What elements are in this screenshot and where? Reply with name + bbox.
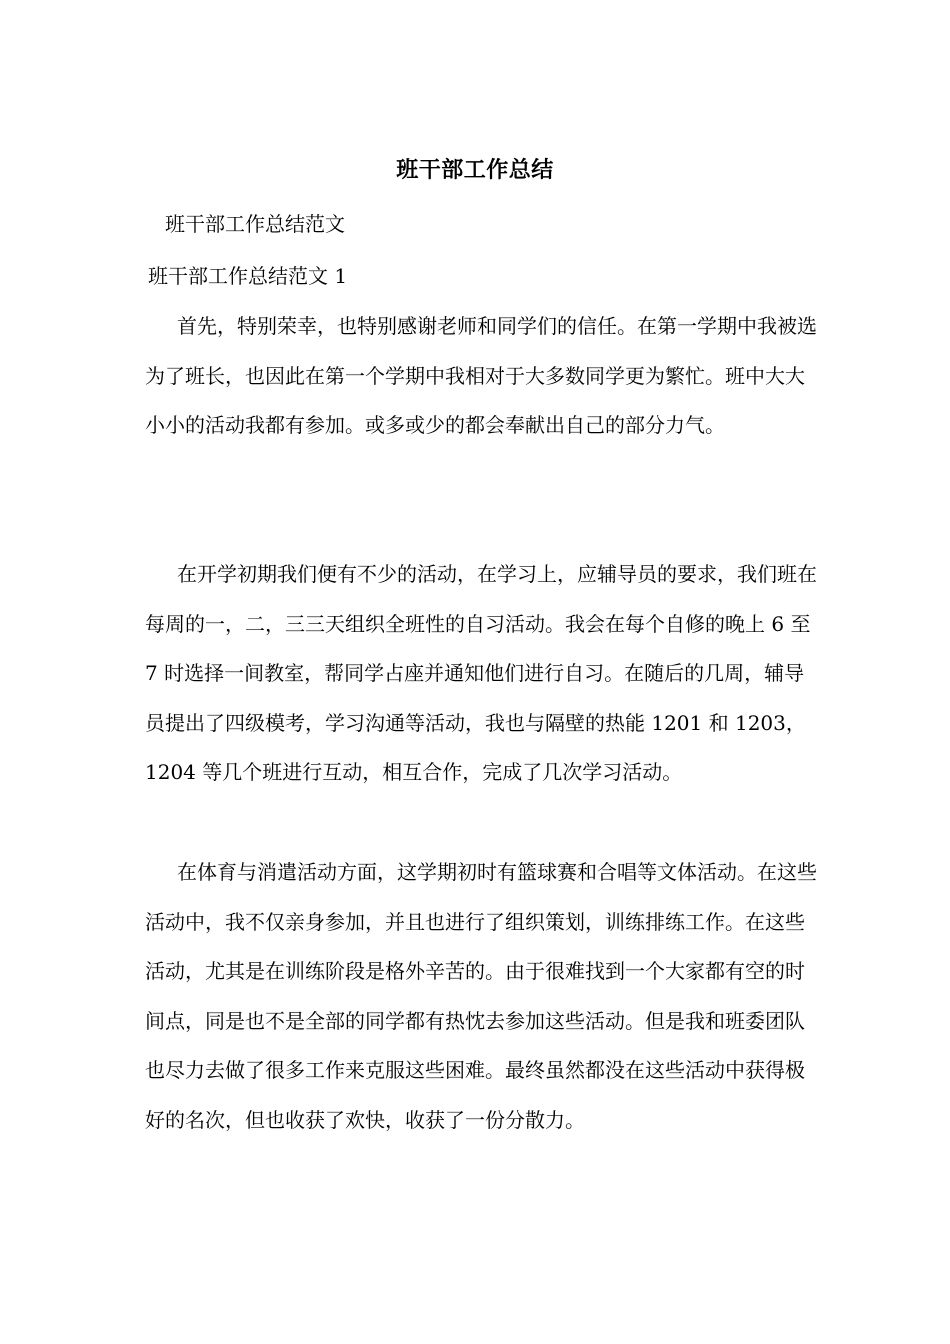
section-heading: 班干部工作总结范文 1 [148,264,348,288]
document-subtitle: 班干部工作总结范文 [165,212,345,236]
document-title: 班干部工作总结 [396,157,554,183]
paragraph-2: 在开学初期我们便有不少的活动，在学习上，应辅导员的要求，我们班在每周的一，二，三三天组织全班性的自习活动。我会在每个自修的晚上 6 至 7 时选择一间教室，帮同学占座并通知他们进行自习。在随后的几周，辅导员提出了四级模考，学习沟通等活动，我也与隔壁的热能 1201 和 1203，1204 等几个班进行互动，相互合作，完成了几次学习活动。 [145,562,817,785]
paragraph-3: 在体育与消遣活动方面，这学期初时有篮球赛和合唱等文体活动。在这些活动中，我不仅亲身参加，并且也进行了组织策划，训练排练工作。在这些活动，尤其是在训练阶段是格外辛苦的。由于很难找到一个大家都有空的时间点，同是也不是全部的同学都有热忱去参加这些活动。但是我和班委团队也尽力去做了很多工作来克服这些困难。最终虽然都没在这些活动中获得极好的名次，但也收获了欢快，收获了一份分散力。 [145,860,817,1132]
paragraph-1: 首先，特别荣幸，也特别感谢老师和同学们的信任。在第一学期中我被选为了班长，也因此在第一个学期中我相对于大多数同学更为繁忙。班中大大小小的活动我都有参加。或多或少的都会奉献出自己的部分力气。 [145,314,817,438]
